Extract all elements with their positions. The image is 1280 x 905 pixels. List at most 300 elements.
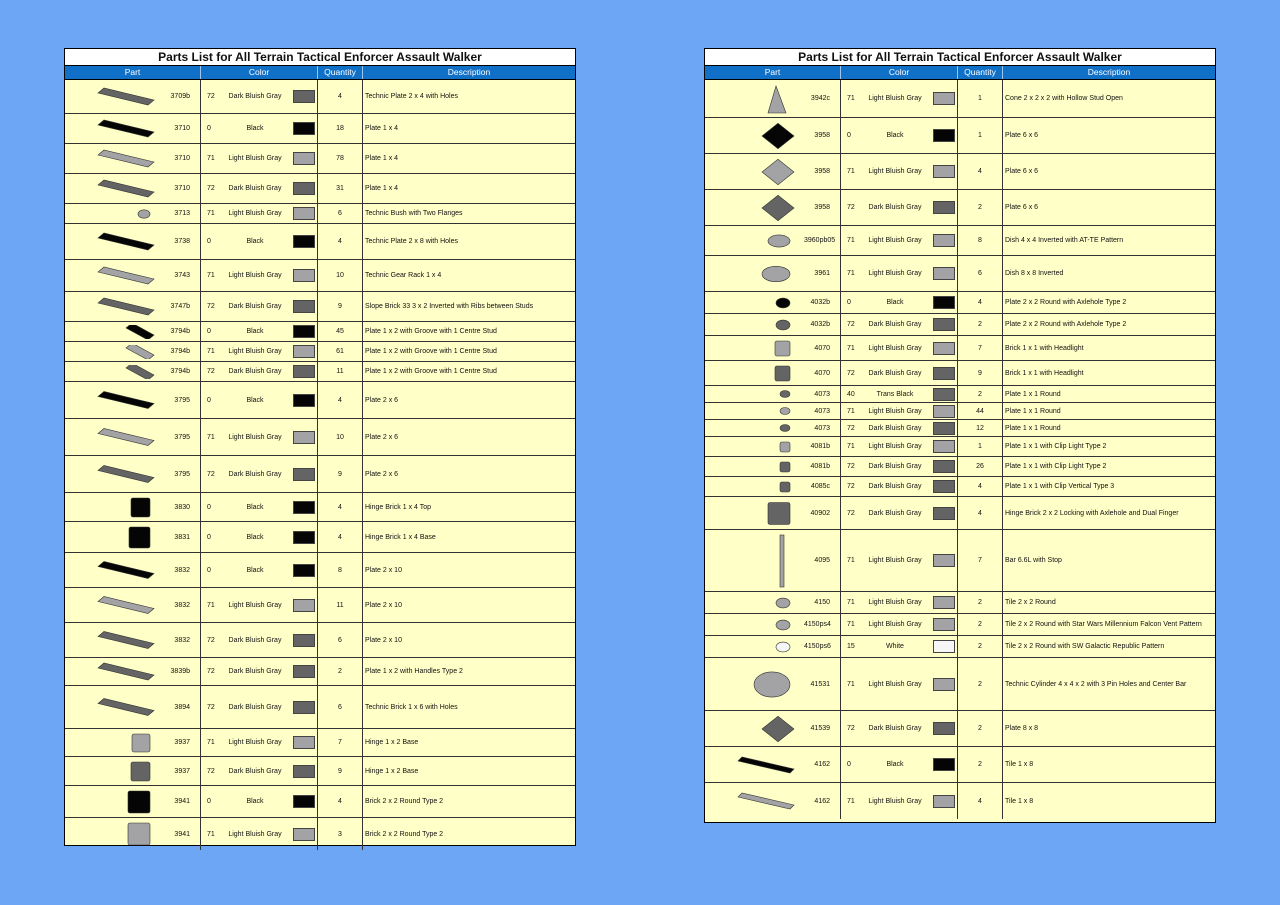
color-name: Dark Bluish Gray — [228, 93, 282, 100]
color-id: 72 — [847, 204, 855, 211]
quantity-cell: 4 — [958, 783, 1003, 819]
round-plate-icon — [734, 388, 796, 400]
color-swatch — [933, 367, 955, 380]
hinge-icon — [94, 760, 156, 783]
color-id: 72 — [207, 470, 215, 478]
part-cell — [705, 711, 841, 746]
column-headers — [705, 66, 1215, 80]
color-swatch — [293, 431, 315, 444]
part-number: 41539 — [810, 725, 830, 732]
jumper-plate-icon — [94, 325, 156, 339]
quantity-cell: 7 — [958, 336, 1003, 360]
color-id: 71 — [207, 155, 215, 162]
description-cell: Plate 2 x 10 — [365, 566, 402, 574]
hinge-icon — [94, 732, 156, 754]
part-number: 41531 — [810, 680, 830, 688]
color-cell — [841, 314, 958, 335]
table-row — [705, 190, 1215, 226]
part-cell — [65, 419, 201, 455]
color-cell — [201, 686, 318, 728]
table-row — [705, 118, 1215, 154]
color-swatch — [293, 564, 315, 577]
color-cell — [841, 636, 958, 657]
quantity-cell: 2 — [958, 592, 1003, 613]
color-cell — [841, 614, 958, 635]
quantity-cell: 2 — [958, 386, 1003, 402]
handle-plate-icon — [94, 661, 156, 683]
part-number: 3941 — [174, 830, 190, 838]
part-number: 3832 — [174, 566, 190, 574]
quantity-cell: 1 — [958, 437, 1003, 456]
color-id: 0 — [207, 238, 211, 245]
description-cell: Plate 2 x 2 Round with Axlehole Type 2 — [1005, 299, 1127, 306]
plate-icon — [94, 459, 156, 490]
header-description: Description — [447, 67, 491, 77]
part-number: 3960pb05 — [804, 237, 836, 244]
color-name: Dark Bluish Gray — [868, 424, 922, 432]
color-swatch — [293, 182, 315, 195]
parts-list-right — [704, 48, 1216, 823]
color-id: 72 — [207, 703, 215, 711]
quantity-cell: 18 — [318, 114, 363, 143]
description-cell: Technic Bush with Two Flanges — [365, 210, 463, 217]
color-cell — [841, 477, 958, 496]
plate-icon — [94, 591, 156, 620]
square-plate-icon — [734, 714, 796, 744]
quantity-cell: 4 — [958, 154, 1003, 189]
part-number: 3832 — [174, 636, 190, 644]
color-cell — [841, 80, 958, 117]
part-number: 3710 — [174, 155, 190, 162]
color-cell — [201, 322, 318, 341]
part-number: 3937 — [174, 739, 190, 746]
quantity-cell: 45 — [318, 322, 363, 341]
table-row — [65, 786, 575, 818]
quantity-cell: 4 — [318, 786, 363, 817]
color-swatch — [293, 736, 315, 749]
part-number: 3710 — [174, 185, 190, 192]
color-name: Light Bluish Gray — [868, 270, 922, 277]
color-id: 71 — [207, 739, 215, 746]
slope-icon — [94, 295, 156, 319]
color-id: 0 — [847, 132, 851, 139]
quantity-cell: 4 — [318, 493, 363, 521]
part-cell — [705, 437, 841, 456]
header-quantity: Quantity — [958, 66, 1003, 79]
part-cell — [65, 588, 201, 622]
round-plate-icon — [734, 405, 796, 417]
part-cell — [65, 658, 201, 685]
part-number: 3794b — [170, 348, 190, 355]
quantity-cell: 2 — [958, 190, 1003, 225]
color-name: Dark Bluish Gray — [228, 703, 282, 711]
color-cell — [841, 190, 958, 225]
color-name: Black — [246, 328, 264, 335]
quantity-cell: 11 — [318, 362, 363, 381]
part-number: 3958 — [814, 204, 830, 211]
color-id: 0 — [207, 396, 211, 404]
technic-brick-icon — [94, 689, 156, 726]
table-row — [65, 342, 575, 362]
color-swatch — [293, 300, 315, 313]
part-number: 3795 — [174, 470, 190, 478]
table-row — [705, 80, 1215, 118]
description-cell: Tile 2 x 2 Round with Star Wars Millennium Falcon Vent Pattern — [1005, 621, 1202, 628]
part-cell — [705, 477, 841, 496]
part-number: 4081b — [810, 443, 830, 450]
quantity-cell: 6 — [958, 256, 1003, 291]
quantity-cell: 4 — [958, 477, 1003, 496]
square-plate-icon — [734, 193, 796, 223]
jumper-plate-icon — [94, 345, 156, 359]
color-name: White — [886, 643, 904, 650]
color-swatch — [293, 531, 315, 544]
table-row — [65, 174, 575, 204]
description-cell: Plate 2 x 6 — [365, 396, 399, 404]
color-cell — [201, 456, 318, 492]
part-number: 4032b — [810, 321, 830, 328]
color-id: 72 — [847, 424, 855, 432]
part-cell — [705, 361, 841, 385]
table-row — [705, 783, 1215, 819]
color-cell — [201, 553, 318, 587]
color-swatch — [933, 422, 955, 435]
color-swatch — [933, 758, 955, 771]
column-headers — [65, 66, 575, 80]
color-id: 72 — [207, 93, 215, 100]
color-name: Light Bluish Gray — [868, 344, 922, 352]
color-name: Light Bluish Gray — [868, 797, 922, 805]
plate-icon — [94, 556, 156, 585]
color-cell — [201, 419, 318, 455]
table-row — [65, 292, 575, 322]
table-row — [705, 336, 1215, 361]
description-cell: Tile 1 x 8 — [1005, 797, 1034, 805]
part-number: 3713 — [174, 210, 190, 217]
color-name: Light Bluish Gray — [868, 680, 922, 688]
color-cell — [201, 292, 318, 321]
table-row — [705, 154, 1215, 190]
round-plate-icon — [734, 317, 796, 333]
table-row — [65, 522, 575, 553]
color-swatch — [933, 388, 955, 401]
quantity-cell: 4 — [318, 224, 363, 259]
color-name: Black — [246, 798, 264, 805]
quantity-cell: 2 — [958, 658, 1003, 710]
color-cell — [841, 437, 958, 456]
table-row — [705, 658, 1215, 711]
quantity-cell: 2 — [958, 747, 1003, 782]
color-id: 71 — [207, 830, 215, 838]
part-cell — [705, 747, 841, 782]
part-cell — [705, 226, 841, 255]
part-cell — [705, 292, 841, 313]
color-cell — [841, 336, 958, 360]
part-cell — [65, 80, 201, 113]
quantity-cell: 6 — [318, 204, 363, 223]
quantity-cell: 4 — [318, 522, 363, 552]
table-row — [65, 144, 575, 174]
color-id: 71 — [847, 168, 855, 175]
color-swatch — [933, 460, 955, 473]
header-quantity: Quantity — [318, 66, 363, 79]
quantity-cell: 4 — [958, 497, 1003, 529]
quantity-cell: 2 — [318, 658, 363, 685]
color-name: Dark Bluish Gray — [228, 185, 282, 192]
color-cell — [841, 497, 958, 529]
color-id: 71 — [847, 797, 855, 805]
description-cell: Plate 2 x 10 — [365, 601, 402, 609]
part-number: 3961 — [814, 270, 830, 277]
part-cell — [65, 729, 201, 756]
part-cell — [65, 114, 201, 143]
square-plate-icon — [734, 121, 796, 151]
part-cell — [65, 224, 201, 259]
description-cell: Hinge Brick 1 x 4 Base — [365, 533, 436, 541]
parts-rows — [65, 80, 575, 850]
hinge-brick-icon — [94, 525, 156, 550]
color-name: Light Bluish Gray — [868, 443, 922, 450]
headlight-brick-icon — [734, 364, 796, 383]
color-cell — [201, 204, 318, 223]
color-id: 71 — [207, 433, 215, 441]
color-swatch — [933, 92, 955, 105]
color-id: 72 — [207, 303, 215, 310]
part-cell — [65, 757, 201, 785]
part-cell — [65, 382, 201, 418]
color-swatch — [933, 507, 955, 520]
color-name: Light Bluish Gray — [868, 621, 922, 628]
description-cell: Technic Plate 2 x 4 with Holes — [365, 93, 458, 100]
part-number: 4073 — [814, 390, 830, 398]
quantity-cell: 26 — [958, 457, 1003, 476]
color-cell — [841, 420, 958, 436]
clip-plate-icon — [734, 460, 796, 474]
quantity-cell: 9 — [318, 757, 363, 785]
color-cell — [841, 256, 958, 291]
color-name: Light Bluish Gray — [868, 168, 922, 175]
quantity-cell: 7 — [318, 729, 363, 756]
part-cell — [65, 144, 201, 173]
color-name: Trans Black — [876, 390, 914, 398]
color-swatch — [293, 701, 315, 714]
plate-icon — [94, 385, 156, 416]
color-id: 71 — [847, 95, 855, 102]
color-id: 72 — [847, 725, 855, 732]
color-id: 71 — [847, 599, 855, 606]
table-row — [705, 361, 1215, 386]
part-cell — [705, 614, 841, 635]
color-id: 72 — [847, 509, 855, 517]
header-color: Color — [201, 66, 318, 79]
headlight-brick-icon — [734, 339, 796, 358]
table-row — [705, 747, 1215, 783]
hinge-brick-icon — [734, 500, 796, 527]
quantity-cell: 4 — [318, 80, 363, 113]
quantity-cell: 9 — [318, 456, 363, 492]
part-number: 3710 — [174, 125, 190, 132]
color-cell — [841, 747, 958, 782]
part-cell — [65, 292, 201, 321]
color-name: Light Bluish Gray — [868, 599, 922, 606]
description-cell: Plate 6 x 6 — [1005, 132, 1039, 139]
part-cell — [705, 420, 841, 436]
color-name: Black — [886, 299, 904, 306]
part-cell — [65, 686, 201, 728]
table-row — [65, 658, 575, 686]
header-color: Color — [841, 66, 958, 79]
technic-plate-icon — [94, 227, 156, 257]
table-row — [705, 256, 1215, 292]
description-cell: Tile 2 x 2 Round with SW Galactic Republic Pattern — [1005, 643, 1165, 650]
part-cell — [65, 322, 201, 341]
square-plate-icon — [734, 157, 796, 187]
part-number: 4070 — [814, 369, 830, 377]
table-row — [65, 623, 575, 658]
color-cell — [201, 786, 318, 817]
header-part: Part — [705, 66, 841, 79]
table-row — [65, 588, 575, 623]
color-cell — [201, 729, 318, 756]
color-cell — [201, 522, 318, 552]
part-cell — [705, 314, 841, 335]
round-brick-icon — [94, 789, 156, 815]
table-row — [65, 493, 575, 522]
part-cell — [65, 260, 201, 291]
color-swatch — [933, 129, 955, 142]
color-name: Dark Bluish Gray — [868, 725, 922, 732]
part-number: 3839b — [170, 668, 190, 675]
table-row — [65, 322, 575, 342]
color-id: 40 — [847, 390, 855, 398]
part-cell — [705, 636, 841, 657]
color-name: Dark Bluish Gray — [868, 204, 922, 211]
color-id: 72 — [207, 636, 215, 644]
color-id: 71 — [847, 344, 855, 352]
color-name: Dark Bluish Gray — [228, 303, 282, 310]
color-swatch — [293, 828, 315, 841]
part-cell — [65, 522, 201, 552]
description-cell: Plate 1 x 2 with Groove with 1 Centre Stud — [365, 328, 497, 335]
color-swatch — [293, 599, 315, 612]
part-cell — [705, 154, 841, 189]
quantity-cell: 10 — [318, 260, 363, 291]
color-swatch — [933, 296, 955, 309]
color-id: 71 — [847, 407, 855, 415]
description-cell: Plate 2 x 6 — [365, 433, 399, 441]
quantity-cell: 61 — [318, 342, 363, 361]
color-cell — [841, 361, 958, 385]
quantity-cell: 78 — [318, 144, 363, 173]
color-swatch — [293, 634, 315, 647]
table-row — [65, 260, 575, 292]
description-cell: Technic Plate 2 x 8 with Holes — [365, 238, 458, 245]
color-cell — [841, 386, 958, 402]
bush-icon — [94, 207, 156, 221]
table-row — [65, 224, 575, 260]
description-cell: Hinge Brick 2 x 2 Locking with Axlehole and Dual Finger — [1005, 509, 1179, 517]
quantity-cell: 8 — [958, 226, 1003, 255]
part-number: 3738 — [174, 238, 190, 245]
description-cell: Bar 6.6L with Stop — [1005, 557, 1062, 564]
part-cell — [705, 190, 841, 225]
part-number: 40902 — [810, 509, 830, 517]
color-id: 71 — [847, 443, 855, 450]
table-row — [705, 292, 1215, 314]
part-cell — [705, 118, 841, 153]
table-row — [65, 553, 575, 588]
part-number: 4095 — [814, 557, 830, 564]
color-id: 71 — [847, 621, 855, 628]
table-row — [65, 729, 575, 757]
color-swatch — [293, 235, 315, 248]
color-cell — [841, 118, 958, 153]
table-row — [705, 386, 1215, 403]
color-cell — [201, 757, 318, 785]
table-row — [65, 686, 575, 729]
table-row — [65, 818, 575, 850]
color-cell — [201, 144, 318, 173]
part-cell — [705, 457, 841, 476]
color-id: 0 — [207, 533, 211, 541]
color-cell — [201, 260, 318, 291]
part-number: 4150 — [814, 599, 830, 606]
color-name: Light Bluish Gray — [228, 739, 282, 746]
description-cell: Plate 6 x 6 — [1005, 204, 1039, 211]
color-cell — [841, 783, 958, 819]
description-cell: Plate 2 x 6 — [365, 470, 399, 478]
quantity-cell: 8 — [318, 553, 363, 587]
quantity-cell: 3 — [318, 818, 363, 850]
color-cell — [201, 818, 318, 850]
dish-icon — [734, 259, 796, 289]
color-name: Dark Bluish Gray — [868, 483, 922, 490]
description-cell: Plate 1 x 1 with Clip Vertical Type 3 — [1005, 483, 1115, 490]
jumper-plate-icon — [94, 365, 156, 379]
tile-icon — [734, 786, 796, 816]
table-row — [705, 530, 1215, 592]
part-number: 3794b — [170, 368, 190, 375]
part-cell — [705, 80, 841, 117]
color-name: Dark Bluish Gray — [868, 509, 922, 517]
color-cell — [201, 623, 318, 657]
quantity-cell: 1 — [958, 118, 1003, 153]
part-number: 3794b — [170, 328, 190, 335]
description-cell: Plate 1 x 2 with Groove with 1 Centre Stud — [365, 368, 497, 375]
color-swatch — [293, 122, 315, 135]
part-cell — [65, 174, 201, 203]
table-row — [65, 204, 575, 224]
part-cell — [65, 362, 201, 381]
table-row — [705, 403, 1215, 420]
color-swatch — [933, 318, 955, 331]
color-id: 71 — [207, 348, 215, 355]
sheet-title: Parts List for All Terrain Tactical Enforcer Assault Walker — [705, 49, 1215, 66]
dish-icon — [734, 229, 796, 253]
color-id: 0 — [207, 328, 211, 335]
color-id: 72 — [847, 483, 855, 490]
color-cell — [841, 226, 958, 255]
color-id: 71 — [207, 601, 215, 609]
quantity-cell: 44 — [958, 403, 1003, 419]
part-number: 3894 — [174, 703, 190, 711]
part-cell — [705, 403, 841, 419]
quantity-cell: 11 — [318, 588, 363, 622]
part-number: 3795 — [174, 433, 190, 441]
color-id: 71 — [847, 557, 855, 564]
part-number: 3941 — [174, 798, 190, 805]
description-cell: Plate 2 x 2 Round with Axlehole Type 2 — [1005, 321, 1127, 328]
